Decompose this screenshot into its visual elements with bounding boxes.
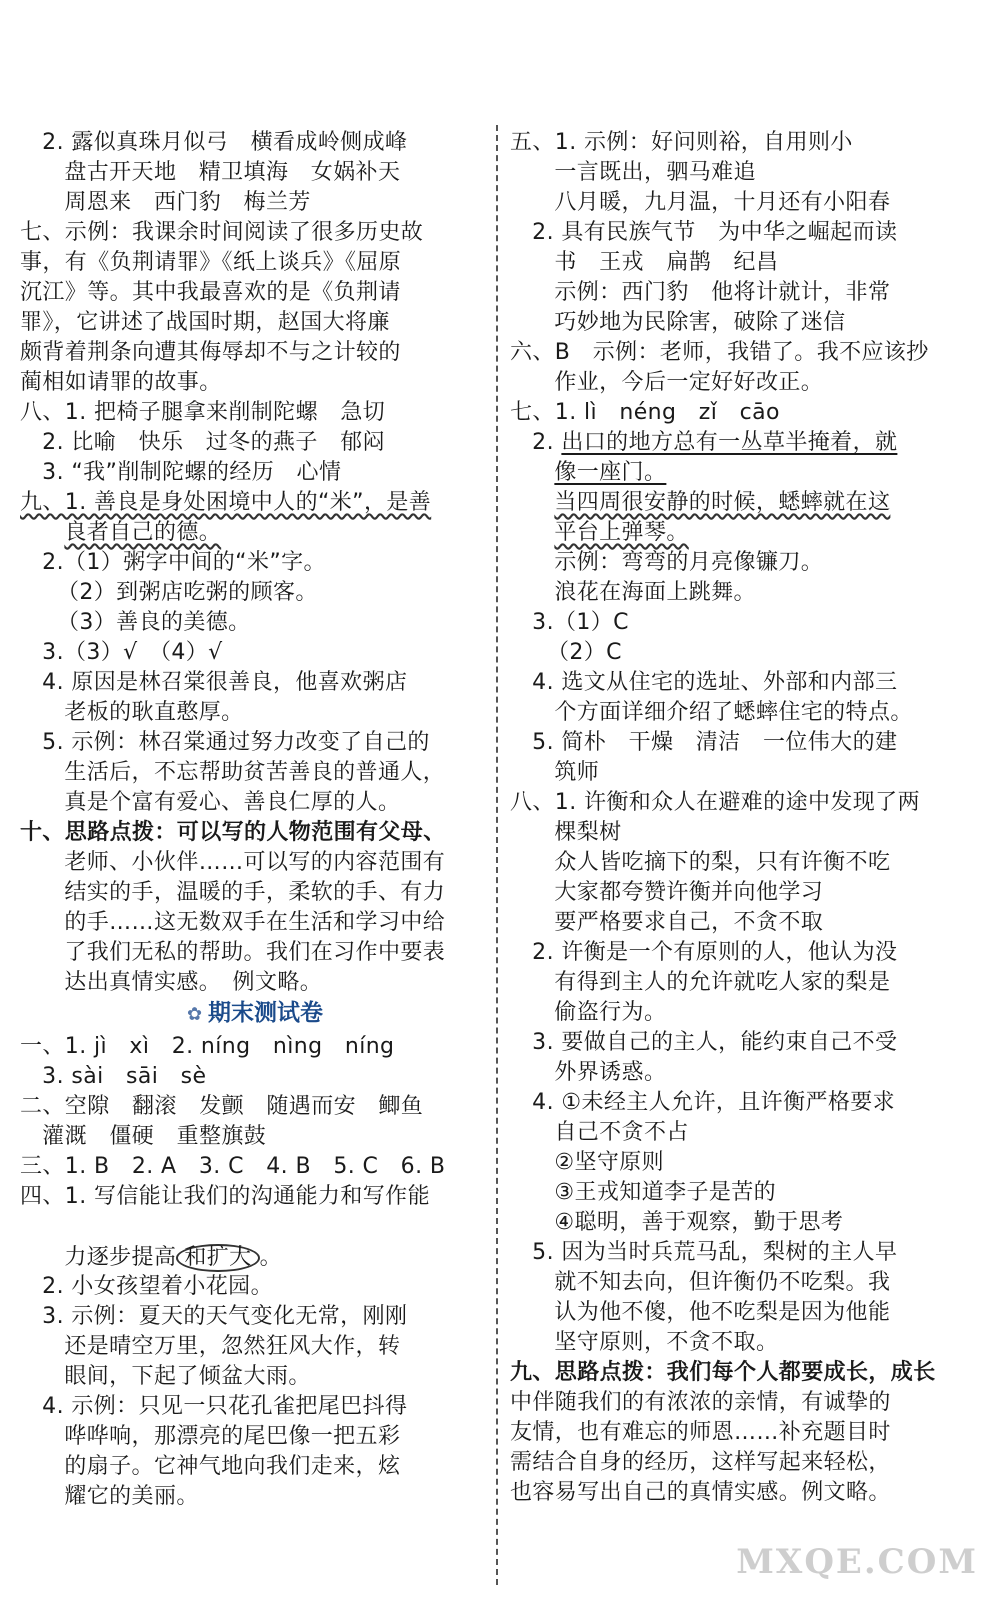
line-text: 耀它的美丽。: [20, 1484, 199, 1509]
left-column: [20, 128, 490, 1512]
line-text: 生活后，不忘帮助贫苦善良的普通人，: [20, 760, 446, 785]
line-text: 2.（1）粥字中间的“米”字。: [20, 550, 326, 575]
right-line: [510, 608, 980, 638]
right-line: [510, 1448, 980, 1478]
line-text: 2. 出口的地方总有一丛草半掩着，就: [510, 430, 898, 455]
line-text: 事，有《负荆请罪》《纸上谈兵》《屈原: [20, 250, 402, 275]
line-text: 哗哗响，那漂亮的尾巴像一把五彩: [20, 1424, 401, 1449]
paw-icon: ✿: [186, 1004, 203, 1025]
left-line: [20, 938, 490, 968]
line-text: 需结合自身的经历，这样写起来轻松，: [510, 1450, 891, 1475]
line-text: 颇背着荆条向遭其侮辱却不与之计较的: [20, 340, 401, 365]
line-text: 二、空隙 翻滚 发颤 随遇而安 鲫鱼: [20, 1094, 424, 1119]
left-line: [20, 1332, 490, 1362]
right-line: [510, 1358, 980, 1388]
line-text: 七、示例：我课余时间阅读了很多历史故: [20, 220, 424, 245]
line-text: 2. 小女孩望着小花园。: [20, 1274, 273, 1299]
line-text: 4. 原因是林召棠很善良，他喜欢粥店: [20, 670, 408, 695]
left-line: [20, 428, 490, 458]
left-line: [20, 1242, 490, 1272]
line-text: 3.（3）√ （4）√: [20, 640, 223, 665]
line-text: [510, 520, 689, 545]
left-line: [20, 668, 490, 698]
right-line: [510, 1238, 980, 1268]
line-text: 浪花在海面上跳舞。: [510, 580, 756, 605]
line-text: 5. 简朴 干燥 清洁 一位伟大的建: [510, 730, 898, 755]
line-text: [510, 460, 666, 485]
underlined-text: 像一座门。: [554, 460, 667, 485]
right-line: [510, 128, 980, 158]
left-line: [20, 1302, 490, 1332]
line-text: 作业，今后一定好好改正。: [510, 370, 824, 395]
left-line: [20, 1272, 490, 1302]
right-line: [510, 1088, 980, 1118]
line-text: 认为他不傻，他不吃梨是因为他能: [510, 1300, 891, 1325]
line-text: 周恩来 西门豹 梅兰芳: [20, 190, 311, 215]
right-line: [510, 638, 980, 668]
line-text: 5. 因为当时兵荒马乱，梨树的主人早: [510, 1240, 898, 1265]
right-line: [510, 1058, 980, 1088]
line-text: 老师、小伙伴……可以写的内容范围有: [20, 850, 446, 875]
right-column: [510, 128, 980, 1508]
right-line: [510, 1028, 980, 1058]
left-line: [20, 458, 490, 488]
line-text: [20, 520, 221, 545]
line-text: 大家都夸赞许衡并向他学习: [510, 880, 824, 905]
right-line: [510, 398, 980, 428]
line-text: 六、B 示例：老师，我错了。我不应该抄: [510, 340, 929, 365]
left-line: [20, 848, 490, 878]
left-line: [20, 218, 490, 248]
right-line: [510, 188, 980, 218]
underlined-text: 九、1. 善良是身处困境中人的“米”，是善: [20, 490, 432, 515]
right-line: [510, 278, 980, 308]
right-line: [510, 518, 980, 548]
line-text: 一、1. jì xì 2. níng nìng níng: [20, 1034, 395, 1059]
line-text: 3. “我”削制陀螺的经历 心情: [20, 460, 342, 485]
line-text: 八月暖，九月温，十月还有小阳春: [510, 190, 891, 215]
right-line: [510, 1178, 980, 1208]
line-text: 也容易写出自己的真情实感。例文略。: [510, 1480, 891, 1505]
left-line: [20, 548, 490, 578]
left-line: [20, 908, 490, 938]
left-line: [20, 878, 490, 908]
line-text: 示例：西门豹 他将计就计，非常: [510, 280, 891, 305]
line-text: 4. 选文从住宅的选址、外部和内部三: [510, 670, 898, 695]
line-text: 十、思路点拨：可以写的人物范围有父母、: [20, 820, 446, 845]
right-line: [510, 248, 980, 278]
section-title-text: 期末测试卷: [208, 1000, 324, 1026]
line-text: 力逐步提高: [20, 1245, 177, 1270]
left-line: [20, 1122, 490, 1152]
left-line: [20, 1152, 490, 1182]
left-line: [20, 518, 490, 548]
line-text: 沉江》等。其中我最喜欢的是《负荆请: [20, 280, 401, 305]
line-text: 达出真情实感。 例文略。: [20, 970, 323, 995]
line-text: 了我们无私的帮助。我们在习作中要表: [20, 940, 446, 965]
left-line: [20, 758, 490, 788]
line-text: 五、1. 示例：好问则裕，自用则小: [510, 130, 853, 155]
line-text: 筑师: [510, 760, 600, 785]
left-line: [20, 1182, 490, 1212]
line-text: 众人皆吃摘下的梨，只有许衡不吃: [510, 850, 891, 875]
line-text: 4. 示例：只见一只花孔雀把尾巴抖得: [20, 1394, 408, 1419]
right-line: [510, 1148, 980, 1178]
left-line: [20, 1392, 490, 1422]
left-line: [20, 278, 490, 308]
left-line: [20, 728, 490, 758]
line-text: 老板的耿直憨厚。: [20, 700, 244, 725]
line-text: 棵梨树: [510, 820, 622, 845]
line-text: 蔺相如请罪的故事。: [20, 370, 222, 395]
right-line: [510, 458, 980, 488]
line-text: 就不知去向，但许衡仍不吃梨。我: [510, 1270, 891, 1295]
right-line: [510, 698, 980, 728]
watermark: MXQE.COM: [736, 1542, 978, 1582]
line-text: 结实的手，温暖的手，柔软的手、有力: [20, 880, 446, 905]
line-text: 中伴随我们的有浓浓的亲情，有诚挚的: [510, 1390, 891, 1415]
line-text: 九、思路点拨：我们每个人都要成长，成长: [510, 1360, 936, 1385]
right-line: [510, 1388, 980, 1418]
right-line: [510, 938, 980, 968]
right-line: [510, 1118, 980, 1148]
left-line: [20, 1362, 490, 1392]
line-text: 有得到主人的允许就吃人家的梨是: [510, 970, 891, 995]
left-line: [20, 818, 490, 848]
right-line: [510, 548, 980, 578]
left-line: [20, 1032, 490, 1062]
left-line: [20, 128, 490, 158]
right-line: [510, 488, 980, 518]
line-text: 七、1. lì néng zǐ cāo: [510, 400, 780, 425]
left-line: [20, 398, 490, 428]
line-text: 三、1. B 2. A 3. C 4. B 5. C 6. B: [20, 1154, 446, 1179]
line-text: 3.（1）C: [510, 610, 629, 635]
right-line: [510, 878, 980, 908]
right-line: [510, 1208, 980, 1238]
left-line: [20, 308, 490, 338]
right-line: [510, 1478, 980, 1508]
left-line: [20, 1452, 490, 1482]
left-line: [20, 338, 490, 368]
left-line: [20, 1212, 490, 1242]
left-line: [20, 248, 490, 278]
left-line: [20, 158, 490, 188]
line-tail: 。: [259, 1245, 282, 1270]
right-line: [510, 728, 980, 758]
left-line: [20, 638, 490, 668]
right-line: [510, 578, 980, 608]
circled-text: 和扩大: [176, 1244, 259, 1272]
line-text: 四、1. 写信能让我们的沟通能力和写作能: [20, 1184, 430, 1209]
left-line: [20, 968, 490, 998]
right-line: [510, 338, 980, 368]
line-text: 2. 露似真珠月似弓 横看成岭侧成峰: [20, 130, 408, 155]
line-text: 3. sài sāi sè: [20, 1064, 207, 1089]
left-line: [20, 368, 490, 398]
line-text: ④聪明，善于观察，勤于思考: [510, 1210, 844, 1235]
line-text: 书 王戎 扁鹊 纪昌: [510, 250, 779, 275]
right-line: [510, 1298, 980, 1328]
line-text: （2）到粥店吃粥的顾客。: [20, 580, 318, 605]
right-line: [510, 908, 980, 938]
right-line: [510, 1418, 980, 1448]
left-line: [20, 488, 490, 518]
line-text: 自己不贪不占: [510, 1120, 689, 1145]
line-text: （3）善良的美德。: [20, 610, 251, 635]
line-text: 的手……这无数双手在生活和学习中给: [20, 910, 446, 935]
line-text: 3. 示例：夏天的天气变化无常，刚刚: [20, 1304, 408, 1329]
right-line: [510, 158, 980, 188]
left-line: [20, 1482, 490, 1512]
line-text: 友情，也有难忘的师恩……补充题目时: [510, 1420, 891, 1445]
line-text: 3. 要做自己的主人，能约束自己不受: [510, 1030, 898, 1055]
left-line: [20, 578, 490, 608]
line-text: 2. 比喻 快乐 过冬的燕子 郁闷: [20, 430, 385, 455]
line-text: ③王戎知道李子是苦的: [510, 1180, 777, 1205]
line-text: 真是个富有爱心、善良仁厚的人。: [20, 790, 401, 815]
right-line: [510, 668, 980, 698]
line-text: 2. 具有民族气节 为中华之崛起而读: [510, 220, 898, 245]
line-text: 灌溉 僵硬 重整旗鼓: [20, 1124, 267, 1149]
left-line: [20, 1092, 490, 1122]
right-line: [510, 758, 980, 788]
line-text: 外界诱惑。: [510, 1060, 667, 1085]
right-line: [510, 1268, 980, 1298]
underlined-text: 出口的地方总有一丛草半掩着，就: [561, 430, 898, 455]
underlined-text: 平台上弹琴。: [554, 520, 689, 545]
right-line: [510, 788, 980, 818]
line-text: （2）C: [510, 640, 622, 665]
right-line: [510, 818, 980, 848]
section-title: [20, 998, 490, 1032]
right-line: [510, 428, 980, 458]
right-line: [510, 1328, 980, 1358]
line-text: 眼间，下起了倾盆大雨。: [20, 1364, 311, 1389]
line-text: 要严格要求自己，不贪不取: [510, 910, 824, 935]
right-line: [510, 308, 980, 338]
line-text: 4. ①未经主人允许，且许衡严格要求: [510, 1090, 896, 1115]
left-line: [20, 1062, 490, 1092]
line-text: 5. 示例：林召棠通过努力改变了自己的: [20, 730, 430, 755]
left-line: [20, 1422, 490, 1452]
line-text: 八、1. 许衡和众人在避难的途中发现了两: [510, 790, 920, 815]
line-text: 坚守原则，不贪不取。: [510, 1330, 779, 1355]
right-line: [510, 848, 980, 878]
right-line: [510, 368, 980, 398]
underlined-text: 当四周很安静的时候，蟋蟀就在这: [554, 490, 891, 515]
line-text: 2. 许衡是一个有原则的人，他认为没: [510, 940, 898, 965]
right-line: [510, 998, 980, 1028]
column-divider: [496, 125, 498, 1585]
right-line: [510, 968, 980, 998]
line-text: [20, 490, 431, 515]
line-text: 示例：弯弯的月亮像镰刀。: [510, 550, 824, 575]
left-line: [20, 788, 490, 818]
line-text: 个方面详细介绍了蟋蟀住宅的特点。: [510, 700, 913, 725]
line-text: ②坚守原则: [510, 1150, 665, 1175]
line-text: 巧妙地为民除害，破除了迷信: [510, 310, 846, 335]
line-text: 一言既出，驷马难追: [510, 160, 756, 185]
line-text: 还是晴空万里，忽然狂风大作，转: [20, 1334, 401, 1359]
right-line: [510, 218, 980, 248]
line-text: [510, 490, 890, 515]
left-line: [20, 608, 490, 638]
line-text: 偷盗行为。: [510, 1000, 667, 1025]
left-line: [20, 698, 490, 728]
line-text: 的扇子。它神气地向我们走来，炫: [20, 1454, 401, 1479]
underlined-text: 良者自己的德。: [64, 520, 222, 545]
line-text: 八、1. 把椅子腿拿来削制陀螺 急切: [20, 400, 386, 425]
left-line: [20, 188, 490, 218]
line-text: 罪》，它讲述了战国时期，赵国大将廉: [20, 310, 390, 335]
line-text: 盘古开天地 精卫填海 女娲补天: [20, 160, 401, 185]
